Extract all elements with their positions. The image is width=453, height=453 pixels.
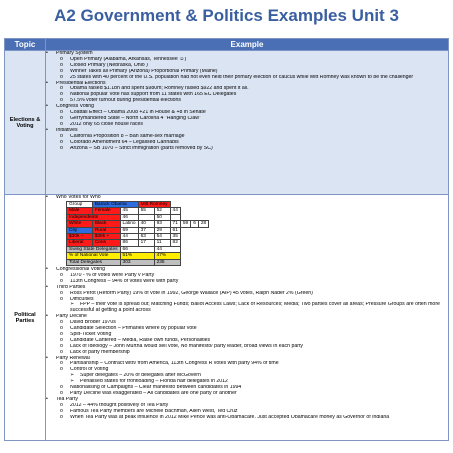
bullet-marker: • <box>46 314 48 320</box>
bullet-marker: o <box>60 408 63 414</box>
list-item <box>46 415 448 421</box>
bullet-marker: • <box>46 80 48 86</box>
vote-table-cell: Cons <box>92 240 120 246</box>
list-item-text: Lack of Ideology – John Murtha would sell vote, No manifesto/ party leader, broad views in each party <box>70 343 303 349</box>
bullet-marker: o <box>60 92 63 98</box>
bullet-marker: o <box>60 278 63 284</box>
list-item-text: Initiatives <box>56 127 78 133</box>
bullet-marker: o <box>60 68 63 74</box>
vote-table-cell: 40 <box>138 221 154 227</box>
vote-table-cell: Rural <box>92 227 120 233</box>
bullet-marker: o <box>60 272 63 278</box>
list-item-text: Open Primary (Alabama, Arkansas, Tennessee ☺) <box>70 56 187 62</box>
bullet-marker: • <box>46 104 48 110</box>
bullet-marker: o <box>60 86 63 92</box>
vote-table-cell: 45 <box>120 208 138 214</box>
list-item-text: Lack of party membership <box>70 349 130 355</box>
vote-table-cell: 71 <box>170 221 180 227</box>
list-item-text: Split-Ticket Voting <box>70 331 112 337</box>
list-item-text: Nationalising of Campaigns – Clear manifesto between candidates in 1994 <box>70 385 242 391</box>
vote-table-cell: Female <box>92 208 120 214</box>
bullet-marker: ➢ <box>70 379 75 385</box>
bullet-marker: ➢ <box>70 302 75 308</box>
vote-table-cell: 93 <box>154 221 170 227</box>
bullet-marker: o <box>60 110 63 116</box>
vote-table-cell: White <box>67 221 93 227</box>
vote-table-cell: 86 <box>120 240 138 246</box>
bullet-marker: • <box>46 266 48 272</box>
vote-table-cell: 44 <box>170 208 180 214</box>
bullet-marker: o <box>60 391 63 396</box>
vote-table-cell: 17 <box>138 240 154 246</box>
list-item-text: When Tea Party was at peak influence in 2012 Mike Pence was anti-Obamacare. Just accepted Obamacare money as Governor of Indiana <box>70 414 390 420</box>
vote-table-cell: 82 <box>170 240 180 246</box>
bullet-marker: o <box>60 290 63 296</box>
topic-column-header: Topic <box>5 39 46 51</box>
list-item-text: Party Decline was exaggerated – All candidates are one party or another <box>70 391 237 396</box>
who-votes-table <box>66 201 209 266</box>
list-item-text: Candidate Cantered – Media, Raise own funds, Personalities <box>70 337 211 343</box>
list-item-text: Winner Takes all Primary (Arizona) Proportional Primary (Maine) <box>70 68 218 74</box>
vote-table-cell: 46 <box>120 214 138 220</box>
bullet-marker: o <box>60 56 63 62</box>
vote-table-cell: % of National Vote <box>67 253 121 259</box>
vote-table-cell: Independents <box>67 214 121 220</box>
vote-table-cell: 235 <box>154 259 180 265</box>
example-column-header: Example <box>46 39 449 51</box>
list-item-text: 2012 – 44% thought positively of Tea Party <box>70 402 169 408</box>
vote-table-cell: Mitt Romney <box>138 201 170 207</box>
bullet-marker: • <box>46 51 48 56</box>
vote-table-cell: Male <box>67 208 93 214</box>
parties-row <box>5 195 449 441</box>
vote-table-cell: 35 <box>170 233 180 239</box>
list-item-text: Difficulties <box>70 296 94 302</box>
list-item: • Who Votes for Who <box>46 195 101 200</box>
list-item-text: Party Renewal <box>56 355 90 361</box>
list-item-text: 2012 only 65 close house races <box>70 121 143 127</box>
bullet-marker: o <box>60 331 63 337</box>
vote-table-cell: 44 <box>120 233 138 239</box>
vote-table-cell: 63 <box>138 233 154 239</box>
parties-example-cell <box>46 195 449 441</box>
list-item-text: Presidential Elections <box>56 80 106 86</box>
vote-table-cell: Swing State Delegates <box>67 246 121 252</box>
bullet-marker: ➢ <box>70 373 75 379</box>
list-item-text: Congress Voting <box>56 104 95 110</box>
vote-table-cell: City <box>67 227 93 233</box>
list-item-text: Candidate Selection – Primaries where by popular vote <box>70 326 197 332</box>
elections-topic-cell: Elections & Voting <box>5 51 46 195</box>
vote-table-cell: Black <box>92 221 120 227</box>
list-item-text: Super delegates – 20% of delegates after McGovern <box>80 373 201 379</box>
examples-table <box>4 38 449 441</box>
bullet-marker: o <box>60 139 63 145</box>
elections-list <box>46 51 448 151</box>
bullet-marker: o <box>60 367 63 373</box>
elections-row <box>5 51 449 195</box>
list-item-text: Closed Primary (Nebraska, Ohio ) <box>70 62 148 68</box>
list-item-text: California Proposition 8 – Ban same-sex marriage <box>70 133 185 139</box>
list-item-text: Control of Voting <box>70 367 109 373</box>
bullet-marker: o <box>60 98 63 104</box>
list-item-text: Partisanship – Contract with/ from America, 113th Congress R votes with party 94% of time <box>70 361 279 367</box>
vote-table-cell: 66 <box>120 246 154 252</box>
list-item-text: Primary System <box>56 51 93 56</box>
bullet-marker: o <box>60 296 63 302</box>
vote-table-cell: Group <box>67 201 93 207</box>
vote-table-cell: 29 <box>154 227 170 233</box>
list-item-text: Ross Perot (Reform Party) 19% of vote in 1992, George Wallace (AIP) 45 votes, Ralph Nader 2% (Green) <box>70 290 313 296</box>
bullet-marker: o <box>60 133 63 139</box>
vote-table-row <box>67 259 209 265</box>
list-item-text: Famous Tea Party members are Michele Bachman, Allen West, Ted Cruz <box>70 408 238 414</box>
vote-table-cell: 52 <box>154 208 170 214</box>
bullet-marker: o <box>60 337 63 343</box>
who-votes-heading: Who Votes for Who <box>56 195 101 200</box>
vote-table-cell: Latino <box>120 221 138 227</box>
vote-table-cell: 50 <box>154 214 170 220</box>
list-item <box>46 75 448 81</box>
bullet-marker: o <box>60 385 63 391</box>
list-item-text: 57.5% voter turnout during presidential elections <box>70 98 182 104</box>
bullet-marker: • <box>46 396 48 402</box>
bullet-marker: o <box>60 402 63 408</box>
list-item-text: National popular Vote has support from 11 states with 165 EC Delegates <box>70 92 237 98</box>
list-item <box>46 146 448 152</box>
vote-table-cell: 51% <box>120 253 154 259</box>
bullet-marker: • <box>46 284 48 290</box>
vote-table-cell: $30k – <box>67 233 93 239</box>
vote-table-cell: Barack Obama <box>92 201 138 207</box>
vote-table-cell: 55 <box>138 208 154 214</box>
parties-topic-cell: Political Parties <box>5 195 46 441</box>
page-title: A2 Government & Politics Examples Unit 3 <box>54 6 399 25</box>
list-item-text: Gerrymandered State – North Carolina 4 "Hanging Claw" <box>70 115 201 121</box>
bullet-marker: o <box>60 74 63 80</box>
vote-table-cell: 59 <box>180 221 190 227</box>
list-item-text: 25 states with 40 percent of the U.S. population had not even held their primary election or caucus while Mitt Romney was known to be the challenger <box>70 74 414 80</box>
vote-table-cell: 54 <box>154 233 170 239</box>
vote-table-cell: 28 <box>198 221 208 227</box>
vote-table-cell: 11 <box>154 240 170 246</box>
list-item-text: FPP – their vote is spread out; Matching Funds; Ballot Access Laws; Lack of Resources; Media; Two parties cover all areas; Pressure Groups are often more successful at getting a point across <box>70 302 440 314</box>
list-item-text: Party Decline <box>56 314 87 320</box>
list-item-text: Colorado Amendment 64 – Legalised Cannabis <box>70 139 179 145</box>
list-item-text: David Broder 1970s <box>70 320 116 326</box>
bullet-marker: o <box>60 115 63 121</box>
list-item <box>46 302 448 314</box>
vote-table-cell: 37 <box>138 227 154 233</box>
bullet-marker: • <box>46 127 48 133</box>
list-item-text: 113th Congress – 94% of votes were with party <box>70 278 179 284</box>
bullet-marker: o <box>60 343 63 349</box>
list-item-text: Penalised states for frontloading – Florida half delegates in 2012 <box>80 379 228 385</box>
vote-table-cell: 61 <box>170 227 180 233</box>
bullet-marker: o <box>60 326 63 332</box>
elections-example-cell <box>46 51 449 195</box>
bullet-marker: o <box>60 414 63 420</box>
bullet-marker: o <box>60 361 63 367</box>
list-item-text: Tea Party <box>56 396 78 402</box>
list-item-text: Third Parties <box>56 284 86 290</box>
bullet-marker: o <box>60 145 63 151</box>
bullet-marker: • <box>46 355 48 361</box>
bullet-marker: o <box>60 349 63 355</box>
vote-table-cell: 69 <box>120 227 138 233</box>
list-item-text: Obama raised $1.1bn and spent $980m; Romney raised $922 and spent it all. <box>70 86 249 92</box>
list-item-text: 1970 - % of votes were Party v Party <box>70 272 155 278</box>
table-header-row <box>5 39 449 51</box>
list-item-text: Congressional Voting <box>56 266 106 272</box>
list-item-text: Coattail Effect – Obama 2008 +21 in House & +8 in Senate <box>70 110 206 116</box>
vote-table-cell: Total Delegates <box>67 259 121 265</box>
parties-list <box>46 267 448 421</box>
bullet-marker: o <box>60 62 63 68</box>
vote-table-cell: $30k + <box>92 233 120 239</box>
vote-table-cell: 47% <box>154 253 180 259</box>
vote-table-cell: 303 <box>120 259 154 265</box>
bullet-marker: o <box>60 320 63 326</box>
bullet-marker: o <box>60 121 63 127</box>
vote-table-cell: 44 <box>154 246 180 252</box>
vote-table-cell: 6 <box>191 221 199 227</box>
vote-table-cell: Liberal <box>67 240 93 246</box>
list-item-text: Arizona – SB 1070 – Strict immigration (parts removed by SC) <box>70 145 213 151</box>
